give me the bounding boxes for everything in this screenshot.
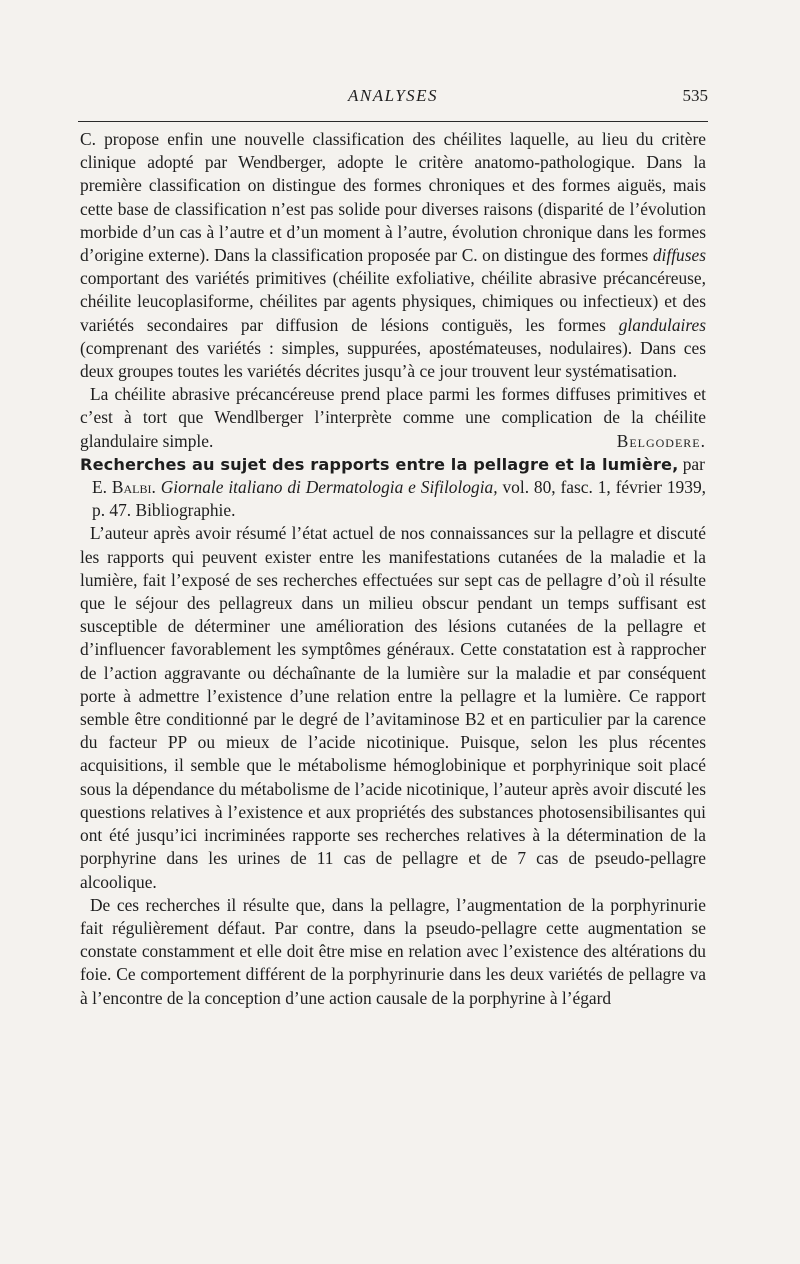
paragraph-pellagre-lumiere-text: L’auteur après avoir résumé l’état actuel de nos connaissances sur la pellagre et discuté les rapports qui peuvent exister entre les manifestations cutanées de la maladie et la lumière, fait l’exposé de ses recherches effectuées sur sept cas de pellagre d’où il résulte que le séjour des pellagreux dans un milieu obscur pendant un temps suffisant est susceptible de déterminer une amélioration des lésions cutanées de la pellagre et d’influencer favorablement les symptômes généraux. Cette constatation est à rapprocher de l’action aggravante ou déchaînante de la lumière sur la maladie et par conséquent porte à admettre l’existence d’une relation entre la pellagre et la lumière. Ce rapport semble être conditionné par le degré de l’avitaminose B2 et en particulier par la carence du facteur PP ou mieux de l’acide nicotinique. Puisque, selon les plus récentes acquisitions, il semble que le métabolisme hémoglobinique et porphyrinique soit placé sous la dépendance du métabolisme de l’acide nicotinique, l’auteur après avoir discuté les questions relatives à l’existence et aux propriétés des substances photosensibilisantes qui ont été jusqu’ici incriminées rapporte ses recherches relatives à la détermination de la porphyrine dans les urines de 11 cas de pellagre et de 7 cas de pseudo-pellagre alcoolique.: [80, 523, 706, 892]
reviewer-signature: Belgodere.: [616, 430, 706, 451]
paragraph-cheilite-abrasive-text: La chéilite abrasive précancéreuse prend place parmi les formes diffuses primitives et c’est à tort que Wendlberger l’interprète comme une complication de la chéilite glandulaire simple.: [80, 384, 706, 451]
paragraph-classification: [80, 128, 706, 383]
journal-name: Giornale italiano di Dermatologia e Sifilologia,: [160, 477, 498, 498]
paragraph-classification-text: C. propose enfin une nouvelle classification des chéilites laquelle, au lieu du critère clinique adopté par Wendberger, adopte le critère anatomo-pathologique. Dans la première classification on distingue des formes chroniques et des formes aiguës, mais cette base de classification n’est pas solide pour diverses raisons (disparité de l’évolution morbide d’un cas à l’autre et d’un moment à l’autre, évolution chronique dans les formes d’origine externe). Dans la classification proposée par C. on distingue des formes: [80, 129, 706, 266]
running-title: ANALYSES: [347, 86, 439, 105]
paragraph-porphyrinurie-text: De ces recherches il résulte que, dans la pellagre, l’augmentation de la porphyrinurie fait régulièrement défaut. Par contre, dans la pseudo-pellagre cette augmentation se constate constamment et elle doit être mise en relation avec l’existence des altérations du foie. Ce comportement différent de la porphyrinurie dans les deux variétés de pellagre va à l’encontre de la conception d’une action causale de la porphyrine à l’égard: [80, 894, 706, 1008]
article-heading: [80, 453, 706, 523]
paragraph-cheilite-abrasive: [80, 383, 706, 453]
paragraph-pellagre-lumiere: [80, 522, 706, 893]
paragraph-classification-end: (comprenant des variétés : simples, suppurées, apostémateuses, nodulaires). Dans ces deux groupes toutes les variétés décrites jusqu’à ce jour trouvent leur systématisation.: [80, 337, 706, 382]
article-by: par: [682, 453, 705, 474]
author-initial: E.: [92, 477, 107, 498]
author-name: Balbi.: [111, 477, 156, 498]
italic-term-glandulaires: glandulaires: [618, 314, 706, 335]
page-number: 535: [682, 86, 708, 105]
paragraph-porphyrinurie: [80, 894, 706, 1010]
paragraph-classification-mid: comportant des variétés primitives (chéilite exfoliative, chéilite abrasive précancéreuse, chéilite leucoplasiforme, chéilites par agents physiques, chimiques ou infectieux) et des variétés secondaires par diffusion de lésions contiguës, les formes: [80, 268, 706, 335]
page-header: [78, 86, 708, 114]
italic-term-diffuses: diffuses: [652, 245, 706, 266]
header-rule: [78, 121, 708, 122]
article-reference: [80, 476, 706, 522]
article-details: vol. 80, fasc. 1, février 1939, p. 47. Bibliographie.: [92, 477, 706, 521]
body-text: [80, 128, 706, 1010]
article-title: Recherches au sujet des rapports entre la pellagre et la lumière,: [80, 454, 679, 474]
